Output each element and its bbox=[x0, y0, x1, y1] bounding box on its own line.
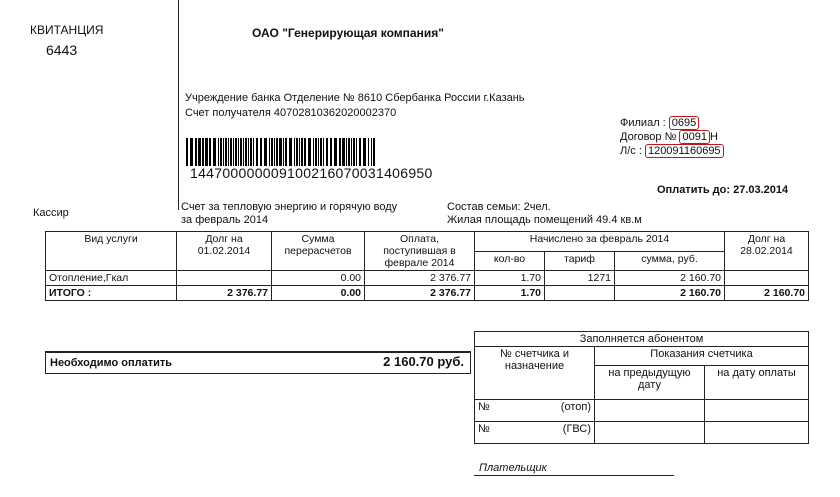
bill-line: Счет за тепловую энергию и горячую воду bbox=[181, 201, 398, 213]
branch-field bbox=[620, 117, 699, 129]
table-row bbox=[46, 271, 809, 286]
header-tariff: тариф bbox=[545, 251, 615, 271]
table-header-row bbox=[46, 232, 809, 252]
cell-qty: 1.70 bbox=[475, 286, 545, 301]
amount-due-box bbox=[45, 351, 471, 374]
branch-value: 0695 bbox=[669, 116, 699, 130]
meter-id-cell bbox=[475, 422, 595, 444]
meter-col-pay: на дату оплаты bbox=[705, 365, 809, 399]
meter-type: (отоп) bbox=[560, 401, 591, 413]
contract-suffix: Н bbox=[709, 131, 718, 143]
cell-service: ИТОГО : bbox=[46, 286, 177, 301]
meter-num-label: № bbox=[478, 423, 490, 435]
receipt-divider bbox=[178, 0, 179, 210]
personal-account-value: 120091160695 bbox=[645, 144, 724, 158]
meter-readings-table bbox=[474, 331, 809, 444]
cell-recalc: 0.00 bbox=[272, 271, 365, 286]
meter-prev-input[interactable] bbox=[595, 422, 705, 444]
header-qty: кол-во bbox=[475, 251, 545, 271]
meter-col-number: № счетчика и назначение bbox=[475, 347, 595, 400]
personal-account-field bbox=[620, 145, 724, 157]
cell-debt-end: 2 160.70 bbox=[725, 286, 809, 301]
bill-description bbox=[181, 201, 397, 227]
cell-debt-start bbox=[177, 271, 272, 286]
cell-debt-end bbox=[725, 271, 809, 286]
meter-prev-input[interactable] bbox=[595, 400, 705, 422]
cell-debt-start: 2 376.77 bbox=[177, 286, 272, 301]
header-paid: Оплата, поступившая в феврале 2014 bbox=[365, 232, 475, 271]
barcode bbox=[186, 138, 456, 166]
family-size: Состав семьи: 2чел. bbox=[447, 201, 551, 213]
contract-field bbox=[620, 131, 718, 143]
meter-row bbox=[475, 400, 809, 422]
meter-row bbox=[475, 422, 809, 444]
cell-paid: 2 376.77 bbox=[365, 271, 475, 286]
header-sum: сумма, руб. bbox=[615, 251, 725, 271]
contract-value: 0091 bbox=[679, 130, 709, 144]
meter-title: Заполняется абонентом bbox=[475, 332, 809, 347]
pay-by-date: Оплатить до: 27.03.2014 bbox=[657, 184, 789, 196]
header-debt-end: Долг на 28.02.2014 bbox=[725, 232, 809, 271]
branch-label: Филиал : bbox=[620, 117, 666, 129]
header-charged: Начислено за февраль 2014 bbox=[475, 232, 725, 252]
table-total-row bbox=[46, 286, 809, 301]
meter-col-prev: на предыдущую дату bbox=[595, 365, 705, 399]
header-service: Вид услуги bbox=[46, 232, 177, 271]
living-area: Жилая площадь помещений 49.4 кв.м bbox=[447, 214, 642, 226]
meter-pay-input[interactable] bbox=[705, 400, 809, 422]
cashier-label: Кассир bbox=[33, 207, 69, 219]
amount-due-value: 2 160.70 руб. bbox=[383, 354, 464, 369]
cell-recalc: 0.00 bbox=[272, 286, 365, 301]
bank-line: Учреждение банка Отделение № 8610 Сбербанка России г.Казань bbox=[185, 92, 525, 104]
cell-sum: 2 160.70 bbox=[615, 286, 725, 301]
header-debt-start: Долг на 01.02.2014 bbox=[177, 232, 272, 271]
meter-pay-input[interactable] bbox=[705, 422, 809, 444]
amount-due-label: Необходимо оплатить bbox=[50, 357, 172, 369]
charges-table bbox=[45, 231, 809, 301]
contract-label: Договор № bbox=[620, 131, 677, 143]
cell-qty: 1.70 bbox=[475, 271, 545, 286]
company-name: ОАО "Генерирующая компания" bbox=[252, 26, 444, 40]
barcode-number: 144700000009100216070031406950 bbox=[190, 165, 433, 181]
receipt-number: 6443 bbox=[46, 42, 78, 58]
cell-tariff bbox=[545, 286, 615, 301]
payer-signature-line bbox=[474, 475, 674, 476]
meter-num-label: № bbox=[478, 401, 490, 413]
recipient-account: Счет получателя 40702810362020002370 bbox=[185, 107, 397, 119]
personal-account-label: Л/с : bbox=[620, 145, 642, 157]
meter-col-readings: Показания счетчика bbox=[595, 347, 809, 366]
cell-service: Отопление,Гкал bbox=[46, 271, 177, 286]
bank-info bbox=[185, 91, 525, 121]
header-recalc: Сумма перерасчетов bbox=[272, 232, 365, 271]
cell-paid: 2 376.77 bbox=[365, 286, 475, 301]
bill-period: за февраль 2014 bbox=[181, 214, 269, 226]
cell-tariff: 1271 bbox=[545, 271, 615, 286]
meter-id-cell bbox=[475, 400, 595, 422]
cell-sum: 2 160.70 bbox=[615, 271, 725, 286]
meter-type: (ГВС) bbox=[562, 423, 591, 435]
receipt-title: КВИТАНЦИЯ bbox=[30, 23, 104, 37]
payer-label: Плательщик bbox=[479, 462, 547, 474]
household-info bbox=[447, 201, 642, 227]
